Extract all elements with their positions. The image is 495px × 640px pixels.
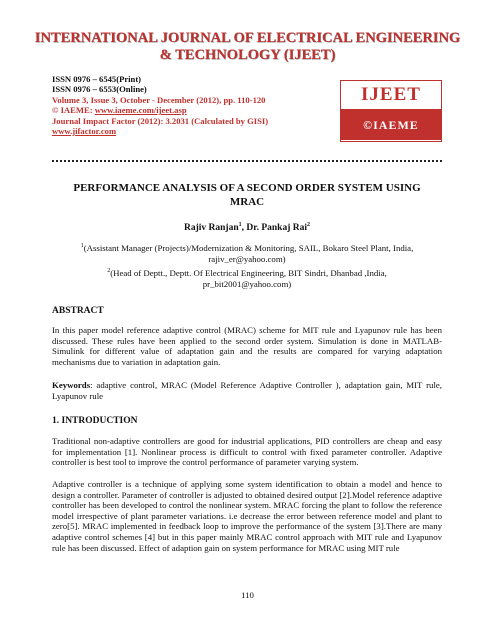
journal-title-line2: & TECHNOLOGY (IJEET) bbox=[159, 47, 336, 63]
header-divider bbox=[52, 160, 442, 162]
keywords-text: : adaptive control, MRAC (Model Reference Adaptive Controller ), adaptation gain, MIT rule, Lyapunov rule bbox=[52, 380, 442, 401]
affil2-email: pr_bit2001@yahoo.com) bbox=[202, 278, 292, 289]
ijeet-logo bbox=[340, 80, 442, 142]
logo-ijeet-text: IJEET bbox=[341, 81, 441, 110]
keywords bbox=[52, 380, 442, 401]
impact-factor: Journal Impact Factor (2012): 3.2031 (Calculated by GISI) bbox=[52, 115, 269, 126]
author1-sup: 1 bbox=[238, 222, 242, 228]
affil1-email: rajiv_er@yahoo.com) bbox=[208, 253, 286, 264]
abstract-text: In this paper model reference adaptive control (MRAC) scheme for MIT rule and Lyapunov rule has been discussed. These rules have been applied to the second order system. Simulation is done in MATLAB- Simulink for different value of adaptation gain and the results are compared for varying adaptation mechanisms due to variation in adaptation gain. bbox=[52, 325, 442, 367]
volume-info: Volume 3, Issue 3, October - December (2012), pp. 110-120 bbox=[52, 94, 266, 105]
author2: Dr. Pankaj Rai bbox=[246, 223, 307, 234]
logo-iaeme-text: ©IAEME bbox=[341, 110, 441, 140]
keywords-label: Keywords bbox=[52, 380, 91, 390]
issn-online: ISSN 0976 – 6553(Online) bbox=[52, 84, 147, 95]
paper-title bbox=[52, 182, 442, 209]
journal-title bbox=[0, 30, 495, 64]
paper-title-line1: PERFORMANCE ANALYSIS OF A SECOND ORDER SYSTEM USING bbox=[73, 182, 421, 194]
iaeme-prefix: © IAEME: bbox=[52, 105, 95, 116]
iaeme-line bbox=[52, 105, 268, 115]
journal-meta bbox=[52, 74, 268, 136]
affil1-sup: 1 bbox=[80, 243, 84, 249]
paper-title-line2: MRAC bbox=[229, 195, 265, 208]
journal-title-line1: INTERNATIONAL JOURNAL OF ELECTRICAL ENGINEERING bbox=[34, 30, 461, 46]
affil2-sup: 2 bbox=[107, 268, 111, 274]
jifactor-link[interactable]: www.jifactor.com bbox=[52, 126, 117, 137]
page-number: 110 bbox=[241, 590, 254, 600]
abstract-heading: ABSTRACT bbox=[52, 306, 104, 316]
affiliation-1 bbox=[52, 241, 442, 264]
author-separator: , bbox=[241, 223, 247, 234]
author1: Rajiv Ranjan bbox=[183, 223, 239, 234]
author2-sup: 2 bbox=[307, 222, 310, 228]
introduction-heading: 1. INTRODUCTION bbox=[52, 416, 138, 426]
iaeme-link[interactable]: www.iaeme.com/ijeet.asp bbox=[94, 105, 187, 116]
affil1-line1: (Assistant Manager (Projects)/Modernization & Monitoring, SAIL, Bokaro Steel Plant, India, bbox=[83, 242, 414, 253]
affil2-line1: (Head of Deptt., Deptt. Of Electrical Engineering, BIT Sindri, Dhanbad ,India, bbox=[110, 267, 387, 278]
issn-print: ISSN 0976 – 6545(Print) bbox=[52, 74, 142, 84]
intro-paragraph-2: Adaptive controller is a technique of applying some system identification to obtain a model and hence to design a controller. Parameter of controller is adjusted to obtained desired output [2].Model reference adaptive controller has been developed to control the nonlinear system. MRAC forcing the plant to follow the reference model irrespective of plant parameter variations. i.e decrease the error between reference model and plant to zero[5]. MRAC implemented in feedback loop to improve the performance of the system [3].There are many adaptive control schemes [4] but in this paper mainly MRAC control approach with MIT rule and Lyapunov rule has been discussed. Effect of adaption gain on system performance for MRAC using MIT rule bbox=[52, 479, 442, 553]
intro-paragraph-1: Traditional non-adaptive controllers are good for industrial applications, PID controllers are cheap and easy for implementation [1]. Nonlinear process is difficult to control with fixed parameter controller. Adaptive controller is best tool to improve the control performance of parameter varying system. bbox=[52, 436, 442, 468]
affiliation-2 bbox=[52, 266, 442, 289]
authors bbox=[52, 222, 442, 233]
